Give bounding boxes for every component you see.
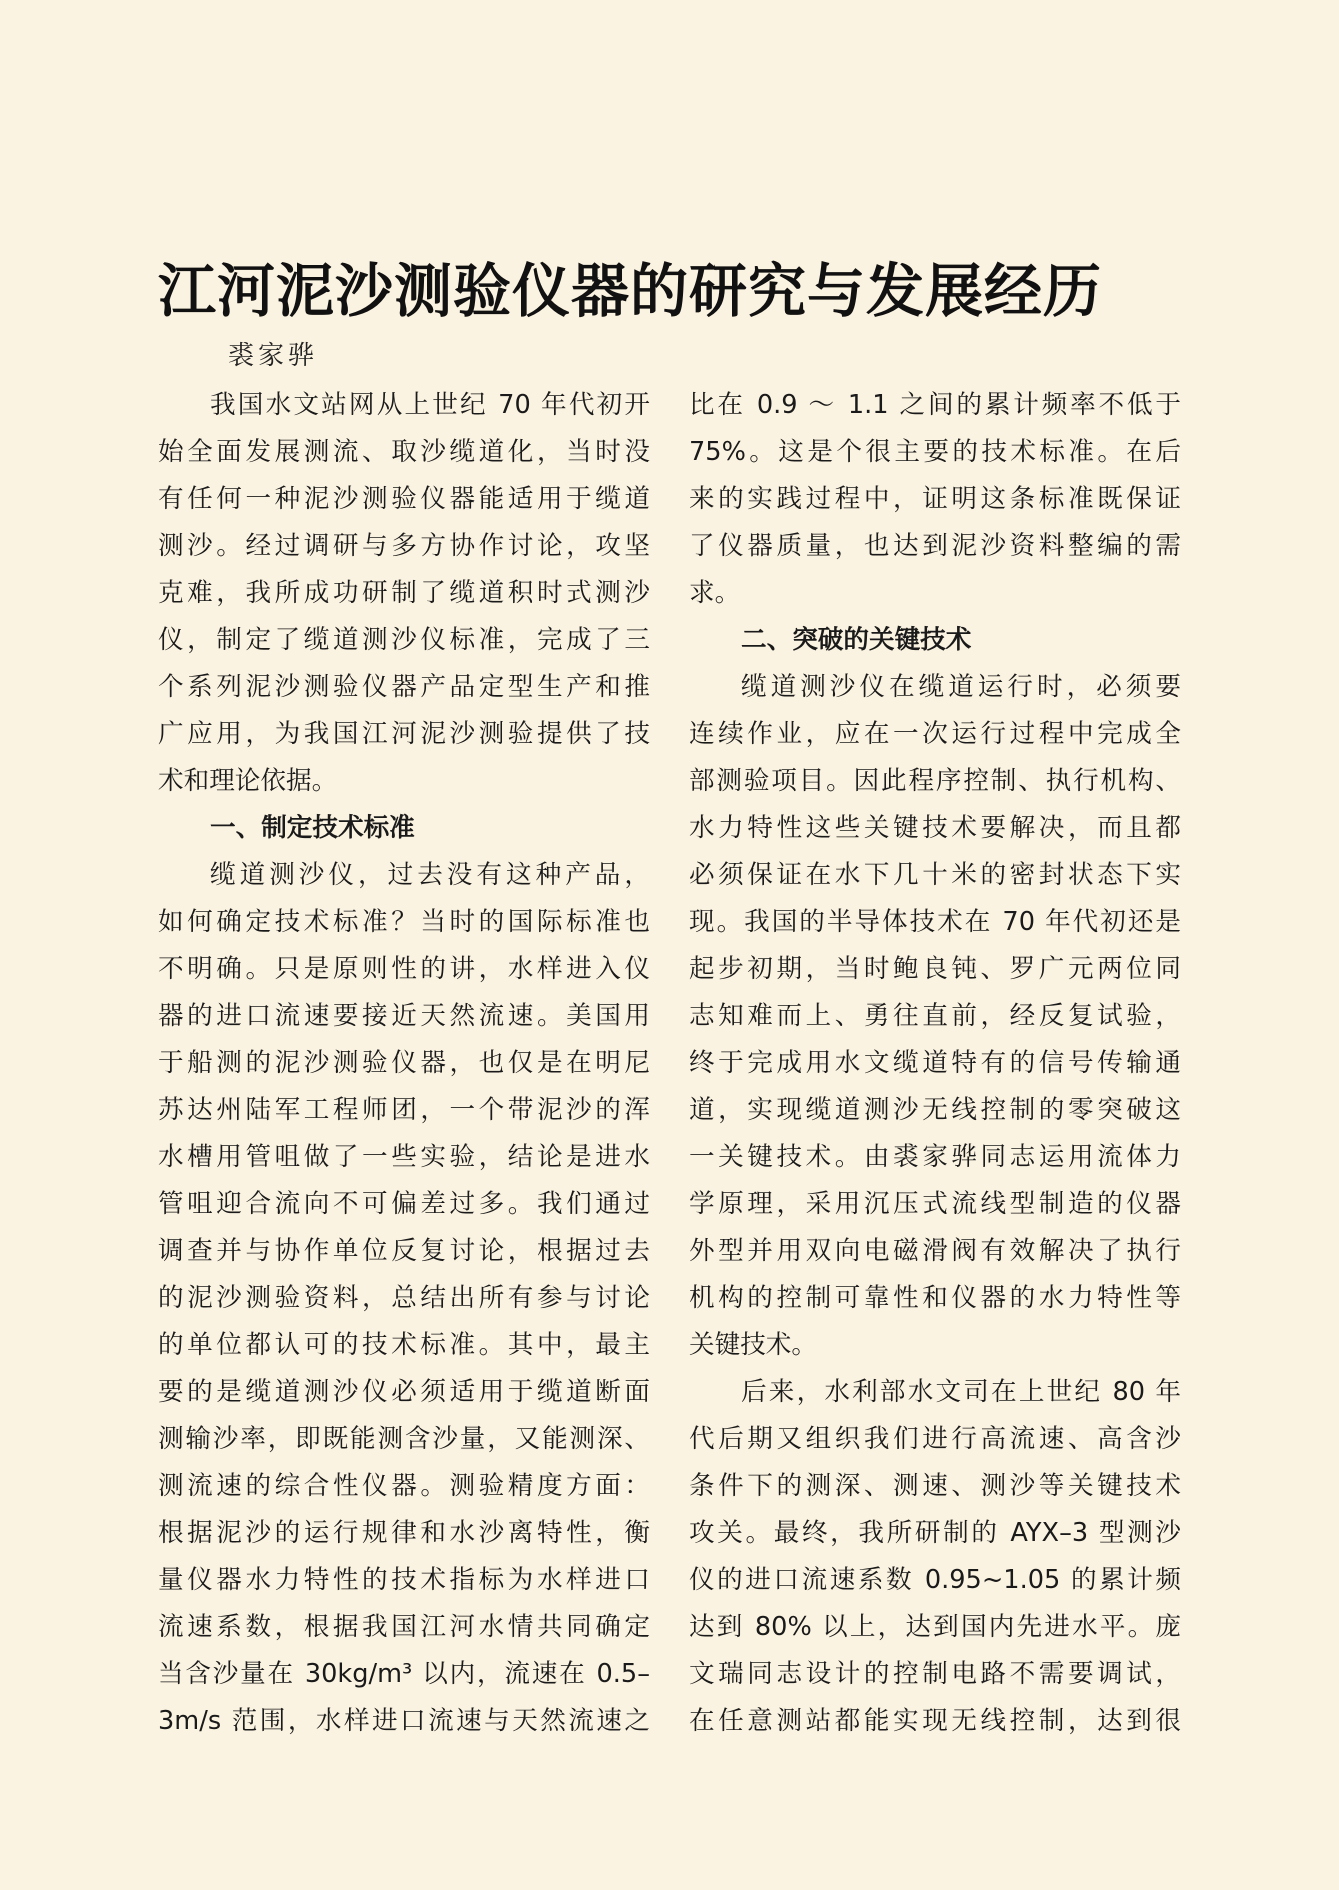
body-line: 个系列泥沙测验仪器产品定型生产和推 — [158, 672, 650, 702]
body-line: 条件下的测深、测速、测沙等关键技术 — [689, 1471, 1181, 1501]
body-line: 管咀迎合流向不可偏差过多。我们通过 — [158, 1189, 650, 1219]
body-line: 攻关。最终，我所研制的 AYX–3 型测沙 — [689, 1518, 1181, 1548]
section-heading: 二、突破的关键技术 — [741, 625, 972, 655]
body-line: 水槽用管咀做了一些实验，结论是进水 — [158, 1142, 650, 1172]
body-line: 如何确定技术标准？当时的国际标准也 — [158, 907, 650, 937]
body-line: 器的进口流速要接近天然流速。美国用 — [158, 1001, 650, 1031]
body-line: 必须保证在水下几十米的密封状态下实 — [689, 860, 1181, 890]
article-title: 江河泥沙测验仪器的研究与发展经历 — [158, 257, 1103, 325]
body-line: 75%。这是个很主要的技术标准。在后 — [689, 437, 1181, 467]
body-line: 广应用，为我国江河泥沙测验提供了技 — [158, 719, 650, 749]
body-line: 于船测的泥沙测验仪器，也仅是在明尼 — [158, 1048, 650, 1078]
left-column — [158, 382, 650, 1745]
body-line: 的单位都认可的技术标准。其中，最主 — [158, 1330, 650, 1360]
body-line: 我国水文站网从上世纪 70 年代初开 — [210, 390, 650, 420]
body-line: 水力特性这些关键技术要解决，而且都 — [689, 813, 1181, 843]
body-line: 缆道测沙仪，过去没有这种产品， — [210, 860, 650, 890]
body-line: 学原理，采用沉压式流线型制造的仪器 — [689, 1189, 1181, 1219]
body-line: 苏达州陆军工程师团，一个带泥沙的浑 — [158, 1095, 650, 1125]
body-line: 在任意测站都能实现无线控制，达到很 — [689, 1706, 1181, 1736]
body-line: 终于完成用水文缆道特有的信号传输通 — [689, 1048, 1181, 1078]
body-line: 测流速的综合性仪器。测验精度方面： — [158, 1471, 650, 1501]
body-line: 现。我国的半导体技术在 70 年代初还是 — [689, 907, 1181, 937]
body-line: 起步初期，当时鲍良钝、罗广元两位同 — [689, 954, 1181, 984]
body-line: 不明确。只是原则性的讲，水样进入仪 — [158, 954, 650, 984]
body-line: 仪，制定了缆道测沙仪标准，完成了三 — [158, 625, 650, 655]
body-line: 比在 0.9 ～ 1.1 之间的累计频率不低于 — [689, 390, 1181, 420]
body-line: 连续作业，应在一次运行过程中完成全 — [689, 719, 1181, 749]
body-line: 测沙。经过调研与多方协作讨论，攻坚 — [158, 531, 650, 561]
section-heading: 一、制定技术标准 — [210, 813, 415, 843]
body-line: 求。 — [689, 578, 741, 608]
body-line: 始全面发展测流、取沙缆道化，当时没 — [158, 437, 650, 467]
body-line: 了仪器质量，也达到泥沙资料整编的需 — [689, 531, 1181, 561]
body-line: 外型并用双向电磁滑阀有效解决了执行 — [689, 1236, 1181, 1266]
body-line: 术和理论依据。 — [158, 766, 338, 796]
body-line: 要的是缆道测沙仪必须适用于缆道断面 — [158, 1377, 650, 1407]
body-line: 达到 80% 以上，达到国内先进水平。庞 — [689, 1612, 1181, 1642]
body-line: 来的实践过程中，证明这条标准既保证 — [689, 484, 1181, 514]
body-line: 克难，我所成功研制了缆道积时式测沙 — [158, 578, 650, 608]
body-line: 一关键技术。由裘家骅同志运用流体力 — [689, 1142, 1181, 1172]
body-line: 流速系数，根据我国江河水情共同确定 — [158, 1612, 650, 1642]
right-column — [689, 382, 1181, 1745]
article-author: 裘家骅 — [228, 341, 319, 371]
body-line: 有任何一种泥沙测验仪器能适用于缆道 — [158, 484, 650, 514]
body-line: 部测验项目。因此程序控制、执行机构、 — [689, 766, 1181, 796]
body-line: 根据泥沙的运行规律和水沙离特性，衡 — [158, 1518, 650, 1548]
body-line: 3m/s 范围，水样进口流速与天然流速之 — [158, 1706, 650, 1736]
body-line: 测输沙率，即既能测含沙量，又能测深、 — [158, 1424, 650, 1454]
body-line: 关键技术。 — [689, 1330, 817, 1360]
body-line: 文瑞同志设计的控制电路不需要调试， — [689, 1659, 1181, 1689]
body-line: 机构的控制可靠性和仪器的水力特性等 — [689, 1283, 1181, 1313]
body-line: 量仪器水力特性的技术指标为水样进口 — [158, 1565, 650, 1595]
body-line: 志知难而上、勇往直前，经反复试验， — [689, 1001, 1181, 1031]
body-line: 代后期又组织我们进行高流速、高含沙 — [689, 1424, 1181, 1454]
body-line: 仪的进口流速系数 0.95~1.05 的累计频 — [689, 1565, 1181, 1595]
body-line: 道，实现缆道测沙无线控制的零突破这 — [689, 1095, 1181, 1125]
body-line: 调查并与协作单位反复讨论，根据过去 — [158, 1236, 650, 1266]
body-line: 缆道测沙仪在缆道运行时，必须要 — [741, 672, 1181, 702]
body-line: 的泥沙测验资料，总结出所有参与讨论 — [158, 1283, 650, 1313]
body-line: 当含沙量在 30kg/m³ 以内，流速在 0.5– — [158, 1659, 650, 1689]
body-line: 后来，水利部水文司在上世纪 80 年 — [741, 1377, 1181, 1407]
